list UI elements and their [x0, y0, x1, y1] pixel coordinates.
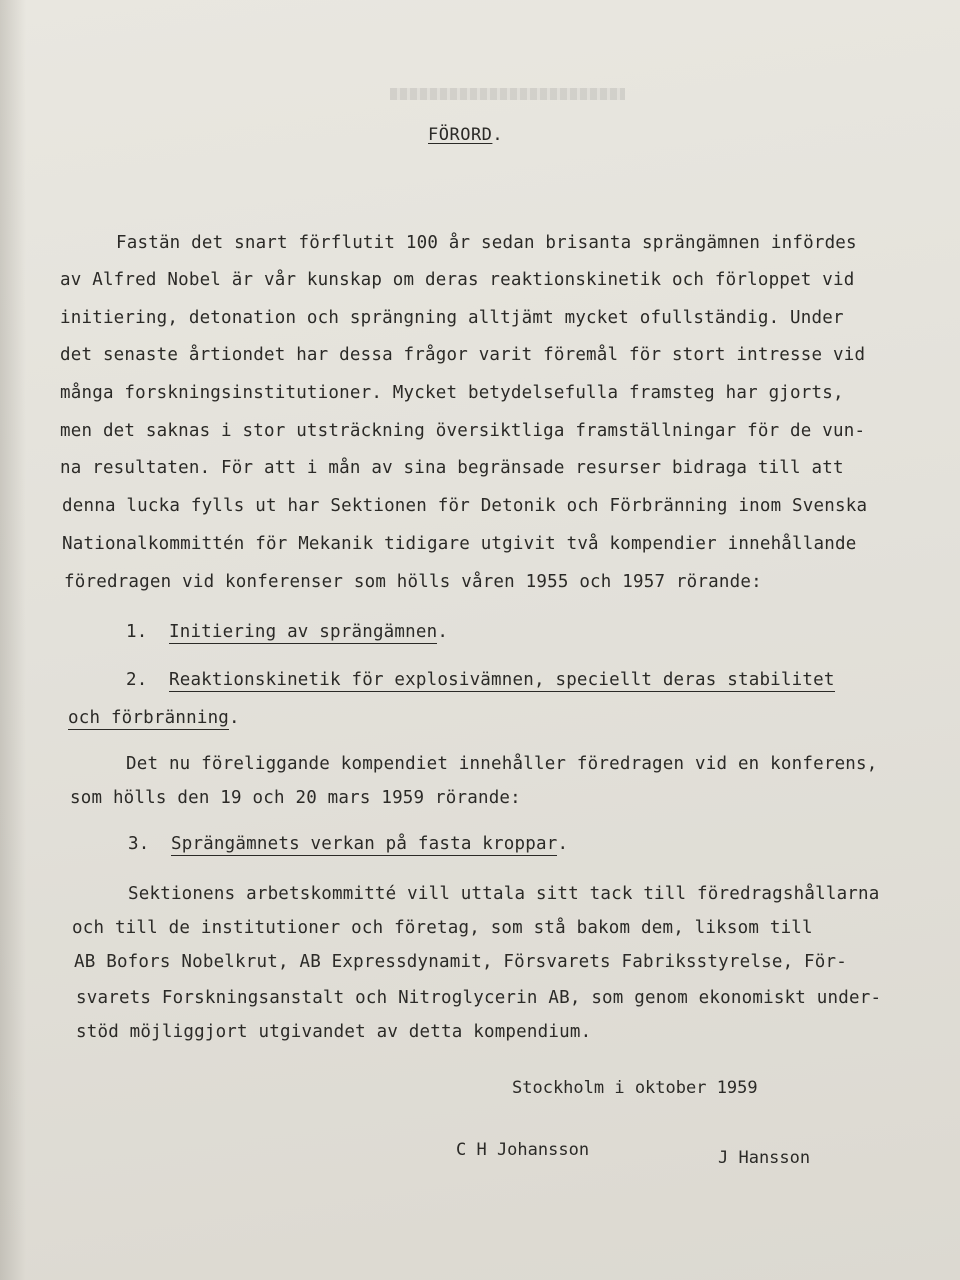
title-text: FÖRORD	[428, 125, 493, 145]
signature-1: C H Johansson	[456, 1140, 590, 1160]
list-item-text: Sprängämnets verkan på fasta kroppar	[170, 834, 558, 854]
text-line: Det nu föreliggande kompendiet innehåller föredragen vid en konferens,	[126, 754, 878, 774]
list-item-text: Initiering av sprängämnen	[168, 622, 438, 642]
text-line: Nationalkommittén för Mekanik tidigare utgivit två kompendier innehållande	[62, 534, 857, 554]
list-item-text: och förbränning	[68, 708, 230, 728]
text-line: denna lucka fylls ut har Sektionen för Detonik och Förbränning inom Svenska	[62, 496, 868, 516]
place-date: Stockholm i oktober 1959	[512, 1078, 758, 1098]
text-line: men det saknas i stor utsträckning översiktliga framställningar för de vun-	[60, 421, 866, 441]
text-line: det senaste årtiondet har dessa frågor varit föremål för stort intresse vid	[60, 345, 866, 365]
list-item-number: 2.	[126, 670, 148, 690]
document-title: FÖRORD.	[428, 125, 504, 145]
list-item-1: 1. Initiering av sprängämnen.	[126, 622, 449, 642]
text-line: och till de institutioner och företag, som stå bakom dem, liksom till	[72, 918, 813, 938]
list-item-2	[126, 670, 835, 690]
signature-2: J Hansson	[718, 1148, 811, 1168]
list-item-number: 3.	[128, 834, 150, 854]
list-item-3: 3. Sprängämnets verkan på fasta kroppar.	[128, 834, 569, 854]
page-edge-shadow	[0, 0, 26, 1280]
text-line: na resultaten. För att i mån av sina begränsade resurser bidraga till att	[60, 458, 844, 478]
text-line: Sektionens arbetskommitté vill uttala sitt tack till föredragshållarna	[128, 884, 880, 904]
list-item-2-continuation: och förbränning.	[68, 708, 240, 728]
text-line: som hölls den 19 och 20 mars 1959 rörande:	[70, 788, 521, 808]
text-line: stöd möjliggjort utgivandet av detta kompendium.	[76, 1022, 592, 1042]
text-line: svarets Forskningsanstalt och Nitroglycerin AB, som genom ekonomiskt under-	[76, 988, 882, 1008]
text-line: många forskningsinstitutioner. Mycket betydelsefulla framsteg har gjorts,	[60, 383, 844, 403]
text-line: initiering, detonation och sprängning alltjämt mycket ofullständig. Under	[60, 308, 844, 328]
text-line: Fastän det snart förflutit 100 år sedan brisanta sprängämnen infördes	[116, 233, 857, 253]
text-line: av Alfred Nobel är vår kunskap om deras reaktionskinetik och förloppet vid	[60, 270, 855, 290]
text-line: föredragen vid konferenser som hölls våren 1955 och 1957 rörande:	[64, 572, 762, 592]
bleed-through-text	[390, 88, 625, 100]
list-item-number: 1.	[126, 622, 148, 642]
text-line: AB Bofors Nobelkrut, AB Expressdynamit, Försvarets Fabriksstyrelse, För-	[74, 952, 847, 972]
list-item-text: Reaktionskinetik för explosivämnen, speciellt deras stabilitet	[168, 670, 835, 690]
